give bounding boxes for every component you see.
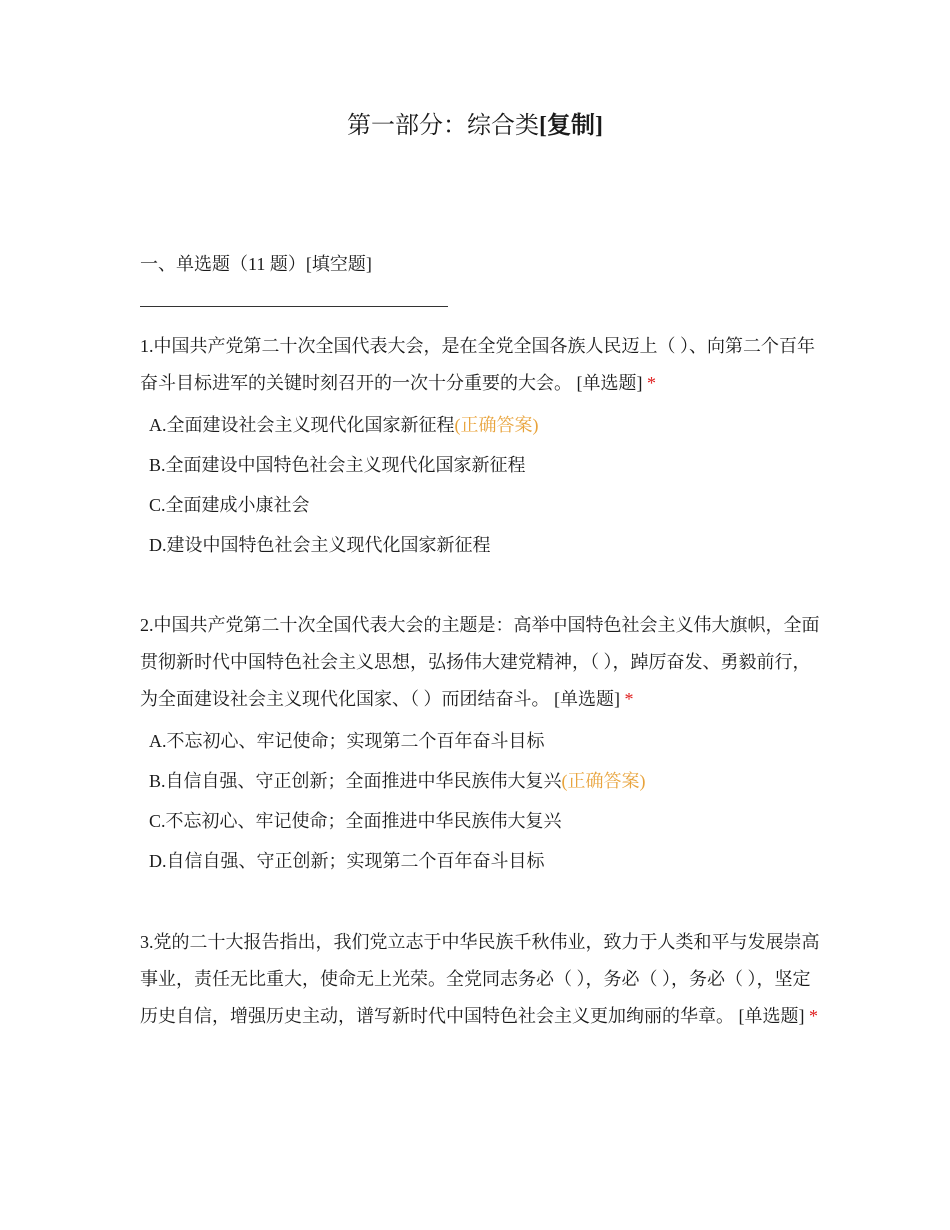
question-body: 中国共产党第二十次全国代表大会，是在全党全国各族人民迈上（ ）、向第二个百年奋斗目标进军的关键时刻召开的一次十分重要的大会。: [140, 336, 815, 393]
option-text: C.全面建成小康社会: [149, 495, 310, 515]
question-number: 1.: [140, 336, 154, 356]
section-heading: 一、单选题（11 题）[填空题]: [140, 254, 372, 274]
option-text: C.不忘初心、牢记使命；全面推进中华民族伟大复兴: [149, 811, 562, 831]
page-title-suffix: [复制]: [539, 113, 603, 139]
question-type-tag: [单选题]: [738, 1006, 805, 1026]
required-mark: *: [647, 373, 656, 393]
question-type-tag: [单选题]: [554, 689, 620, 709]
question-3: [140, 924, 820, 1035]
option-text: D.自信自强、守正创新；实现第二个百年奋斗目标: [149, 851, 545, 871]
option-text: B.自信自强、守正创新；全面推进中华民族伟大复兴: [149, 771, 562, 791]
option-c[interactable]: [149, 485, 820, 525]
question-text: [140, 328, 820, 402]
question-1: [140, 328, 820, 565]
option-list: [140, 721, 820, 881]
page-title-main: 第一部分：综合类: [347, 113, 539, 139]
correct-answer-tag: (正确答案): [561, 771, 646, 791]
question-body: 党的二十大报告指出，我们党立志于中华民族千秋伟业，致力于人类和平与发展崇高事业，责任无比重大，使命无上光荣。全党同志务必（ ），务必（ ），务必（ ），坚定历史自信，增强历史主动，谱写新时代中国特色社会主义更加绚丽的华章。: [140, 932, 820, 1026]
option-text: B.全面建设中国特色社会主义现代化国家新征程: [149, 455, 526, 475]
option-a[interactable]: [149, 721, 820, 761]
page-title: [0, 108, 950, 144]
question-type-tag: [单选题]: [576, 373, 643, 393]
option-text: A.不忘初心、牢记使命；实现第二个百年奋斗目标: [149, 731, 545, 751]
question-number: 2.: [140, 615, 154, 635]
section-divider: [140, 306, 448, 307]
option-list: [140, 405, 820, 565]
option-d[interactable]: [149, 525, 820, 565]
required-mark: *: [809, 1006, 818, 1026]
option-a[interactable]: [149, 405, 820, 445]
option-text: A.全面建设社会主义现代化国家新征程: [149, 415, 455, 435]
question-body: 中国共产党第二十次全国代表大会的主题是：高举中国特色社会主义伟大旗帜，全面贯彻新时代中国特色社会主义思想，弘扬伟大建党精神，（ ），踔厉奋发、勇毅前行，为全面建设社会主义现代化国家、（ ）而团结奋斗。: [140, 615, 820, 709]
question-2: [140, 607, 820, 881]
required-mark: *: [624, 689, 634, 709]
option-b[interactable]: [149, 761, 820, 801]
option-d[interactable]: [149, 841, 820, 881]
question-text: [140, 607, 820, 718]
option-text: D.建设中国特色社会主义现代化国家新征程: [149, 535, 491, 555]
correct-answer-tag: (正确答案): [454, 415, 539, 435]
question-text: [140, 924, 820, 1035]
option-b[interactable]: [149, 445, 820, 485]
option-c[interactable]: [149, 801, 820, 841]
question-number: 3.: [140, 932, 154, 952]
